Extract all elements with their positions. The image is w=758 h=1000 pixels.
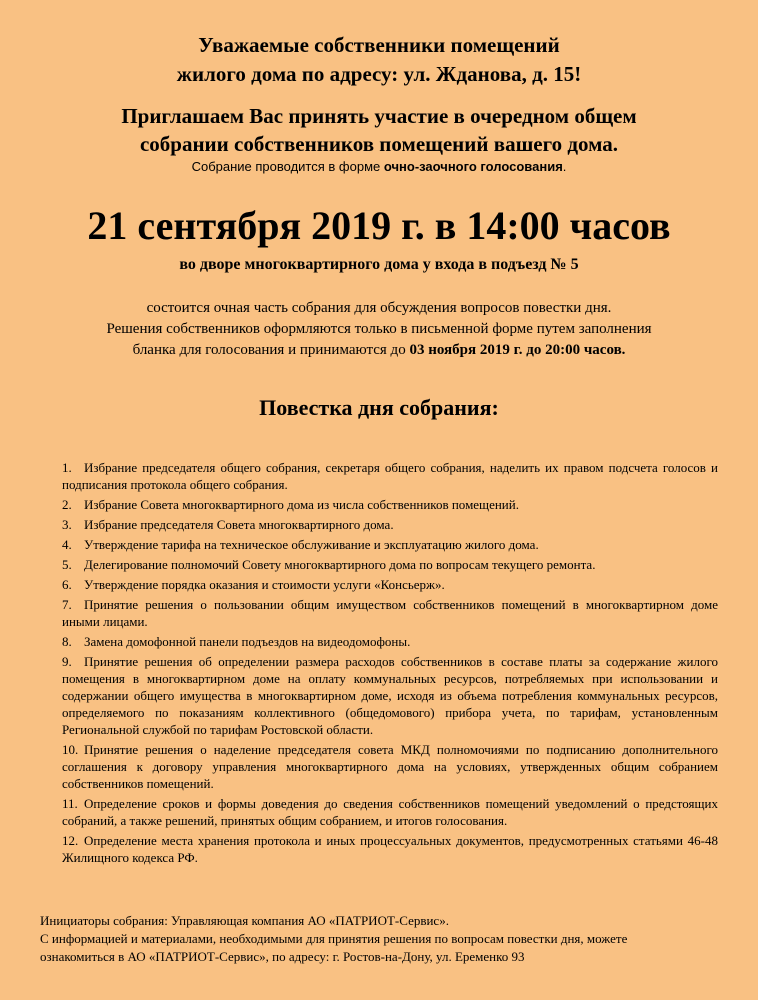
agenda-item-number: 11. <box>62 796 78 811</box>
footer-line-2: С информацией и материалами, необходимыми для принятия решения по вопросам повестки дня, можете <box>40 931 628 946</box>
agenda-item-text: Определение места хранения протокола и иных процессуальных документов, предусмотренных статьями 46-48 Жилищного кодекса РФ. <box>62 833 718 865</box>
agenda-item-number: 8. <box>62 634 72 649</box>
agenda-item-text: Утверждение тарифа на техническое обслуживание и эксплуатацию жилого дома. <box>84 537 539 552</box>
agenda-list <box>62 459 718 869</box>
agenda-item <box>62 516 718 533</box>
agenda-item-text: Избрание Совета многоквартирного дома из числа собственников помещений. <box>84 497 519 512</box>
agenda-item-number: 5. <box>62 557 72 572</box>
agenda-item <box>62 576 718 593</box>
meeting-date-time: 21 сентября 2019 г. в 14:00 часов <box>87 203 671 248</box>
meeting-info <box>0 298 758 361</box>
meeting-form-suffix: . <box>562 159 567 174</box>
agenda-item-text: Принятие решения о наделение председателя совета МКД полномочиями по подписанию дополнительного соглашения к договору управления многоквартирного дома на условиях, утвержденных общим собранием собственников помещений. <box>62 742 718 791</box>
agenda-item <box>62 596 718 630</box>
greeting-line-2: жилого дома по адресу: ул. Жданова, д. 15! <box>176 62 582 86</box>
info-line-3 <box>0 340 758 361</box>
agenda-item-text: Замена домофонной панели подъездов на видеодомофоны. <box>84 634 411 649</box>
agenda-item <box>62 653 718 738</box>
voting-deadline: 03 ноября 2019 г. до 20:00 часов. <box>409 342 626 358</box>
agenda-title: Повестка дня собрания: <box>259 395 499 420</box>
agenda-item-text: Принятие решения об определении размера расходов собственников в составе платы за содержание жилого помещения в многоквартирном доме на оплату коммунальных ресурсов, потребляемых при использовании и содержании общего имущества в многоквартирном доме, исходя из объема потребления коммунальных ресурсов, определяемого по показаниям коллективного (общедомового) прибора учета, по тарифам, установленным Региональной службой по тарифам Ростовской области. <box>62 654 718 737</box>
info-line-1: состоится очная часть собрания для обсуждения вопросов повестки дня. <box>146 300 612 316</box>
agenda-item-number: 4. <box>62 537 72 552</box>
meeting-form-text <box>0 158 758 176</box>
footer-line-1: Инициаторы собрания: Управляющая компания АО «ПАТРИОТ-Сервис». <box>40 913 449 928</box>
info-line-3-text: бланка для голосования и принимаются до <box>132 342 410 358</box>
agenda-item <box>62 459 718 493</box>
agenda-item <box>62 795 718 829</box>
greeting-heading <box>0 31 758 89</box>
greeting-line-1: Уважаемые собственники помещений <box>198 33 560 57</box>
agenda-item-number: 3. <box>62 517 72 532</box>
agenda-item-number: 1. <box>62 460 72 475</box>
agenda-item-text: Делегирование полномочий Совету многоквартирного дома по вопросам текущего ремонта. <box>84 557 596 572</box>
agenda-item <box>62 741 718 792</box>
meeting-location: во дворе многоквартирного дома у входа в подъезд № 5 <box>179 256 579 273</box>
agenda-item <box>62 496 718 513</box>
agenda-item-text: Принятие решения о пользовании общим имуществом собственников помещений в многоквартирном доме иными лицами. <box>62 597 718 629</box>
agenda-item-number: 7. <box>62 597 72 612</box>
agenda-item-text: Избрание председателя Совета многоквартирного дома. <box>84 517 394 532</box>
agenda-item-number: 12. <box>62 833 79 848</box>
agenda-item-number: 10. <box>62 742 79 757</box>
agenda-item <box>62 633 718 650</box>
organizer-footer <box>40 912 730 966</box>
info-line-2: Решения собственников оформляются только в письменной форме путем заполнения <box>106 321 652 337</box>
agenda-item <box>62 556 718 573</box>
footer-line-3: ознакомиться в АО «ПАТРИОТ-Сервис», по адресу: г. Ростов-на-Дону, ул. Еременко 93 <box>40 949 525 964</box>
meeting-form-type: очно-заочного голосования <box>383 159 563 174</box>
agenda-item <box>62 832 718 866</box>
invitation-heading <box>0 102 758 158</box>
agenda-item-text: Избрание председателя общего собрания, секретаря общего собрания, наделить их правом подсчета голосов и подписания протокола общего собрания. <box>62 460 718 492</box>
agenda-item-text: Определение сроков и формы доведения до сведения собственников помещений уведомлений о предстоящих собраний, а также решений, принятых общим собранием, и итогов голосования. <box>62 796 718 828</box>
agenda-item-number: 6. <box>62 577 72 592</box>
agenda-item-number: 9. <box>62 654 72 669</box>
invitation-line-1: Приглашаем Вас принять участие в очередном общем <box>121 104 637 128</box>
invitation-line-2: собрании собственников помещений вашего дома. <box>139 132 619 156</box>
agenda-item-text: Утверждение порядка оказания и стоимости услуги «Консьерж». <box>84 577 445 592</box>
agenda-item-number: 2. <box>62 497 72 512</box>
meeting-form-prefix: Собрание проводится в форме <box>191 159 384 174</box>
agenda-item <box>62 536 718 553</box>
